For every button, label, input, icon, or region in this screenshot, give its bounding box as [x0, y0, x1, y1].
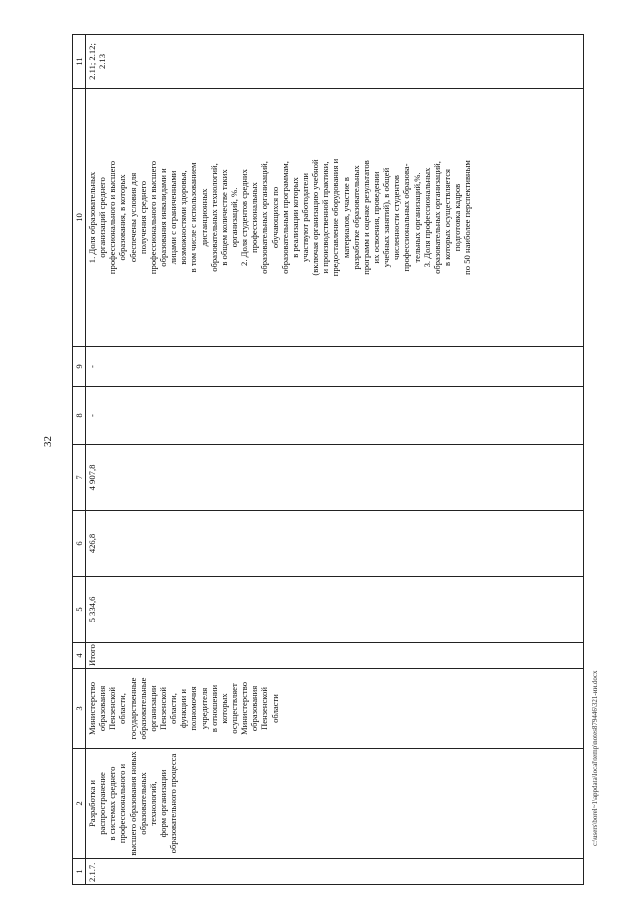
column-number: 10 — [73, 89, 86, 347]
local-budget-cell: - — [86, 387, 584, 445]
table-row — [86, 35, 584, 885]
column-number: 1 — [73, 859, 86, 885]
program-activities-table — [72, 34, 584, 885]
federal-budget-cell: 426,8 — [86, 511, 584, 577]
column-number: 8 — [73, 387, 86, 445]
event-cell: Разработка и распространение в системах среднего профессионального и высшего образования новых образовательных технологий, форм организации образовательного процесса — [86, 749, 584, 859]
column-number: 9 — [73, 347, 86, 387]
funding-source-cell: Итого — [86, 643, 584, 669]
executor-cell: Министерство образования Пензенской области, государственные образовательные организации Пензенской области, функции и полномочия учредителя в отношении которых осуществляет Министерство образования Пензенской области — [86, 669, 584, 749]
column-number: 6 — [73, 511, 86, 577]
regional-budget-cell: 4 907,8 — [86, 445, 584, 511]
other-sources-cell: - — [86, 347, 584, 387]
column-number-row — [73, 35, 86, 885]
page-number: 32 — [42, 436, 54, 447]
column-number: 3 — [73, 669, 86, 749]
target-tasks-cell: 2.11; 2.12; 2.13 — [86, 35, 584, 89]
footer-file-path: c:\users\borel~1\appdata\local\temp\notes879446\321-ии.docx — [591, 670, 599, 846]
column-number: 11 — [73, 35, 86, 89]
column-number: 5 — [73, 577, 86, 643]
column-number: 7 — [73, 445, 86, 511]
column-number: 2 — [73, 749, 86, 859]
rotated-table-container — [72, 35, 584, 885]
column-number: 4 — [73, 643, 86, 669]
indicators-cell: 1. Доля образовательных организаций среднего профессионального и высшего образования, в которых обеспечены условия для получения среднего профессионального и высшего образования инвалидами и лицами с ограниченными возможностями здоровья, в том числе с использованием дистанционных образовательных технологий, в общем количестве таких организаций, %. 2. Доля студентов средних профессиональных образовательных организаций, обучающихся по образовательным программам, в реализации которых участвуют работодатели (включая организацию учебной и производственной практики, предоставление оборудования и материалов, участие в разработке образовательных программ и оценке результатов их освоения, проведении учебных занятий), в общей численности студентов профессиональных образова- тельных организаций,%. 3. Доля профессиональных образовательных организаций, в которых осуществляется подготовка кадров по 50 наиболее перспективным — [86, 89, 584, 347]
total-cell: 5 334,6 — [86, 577, 584, 643]
row-number-cell: 2.1.7. — [86, 859, 584, 885]
